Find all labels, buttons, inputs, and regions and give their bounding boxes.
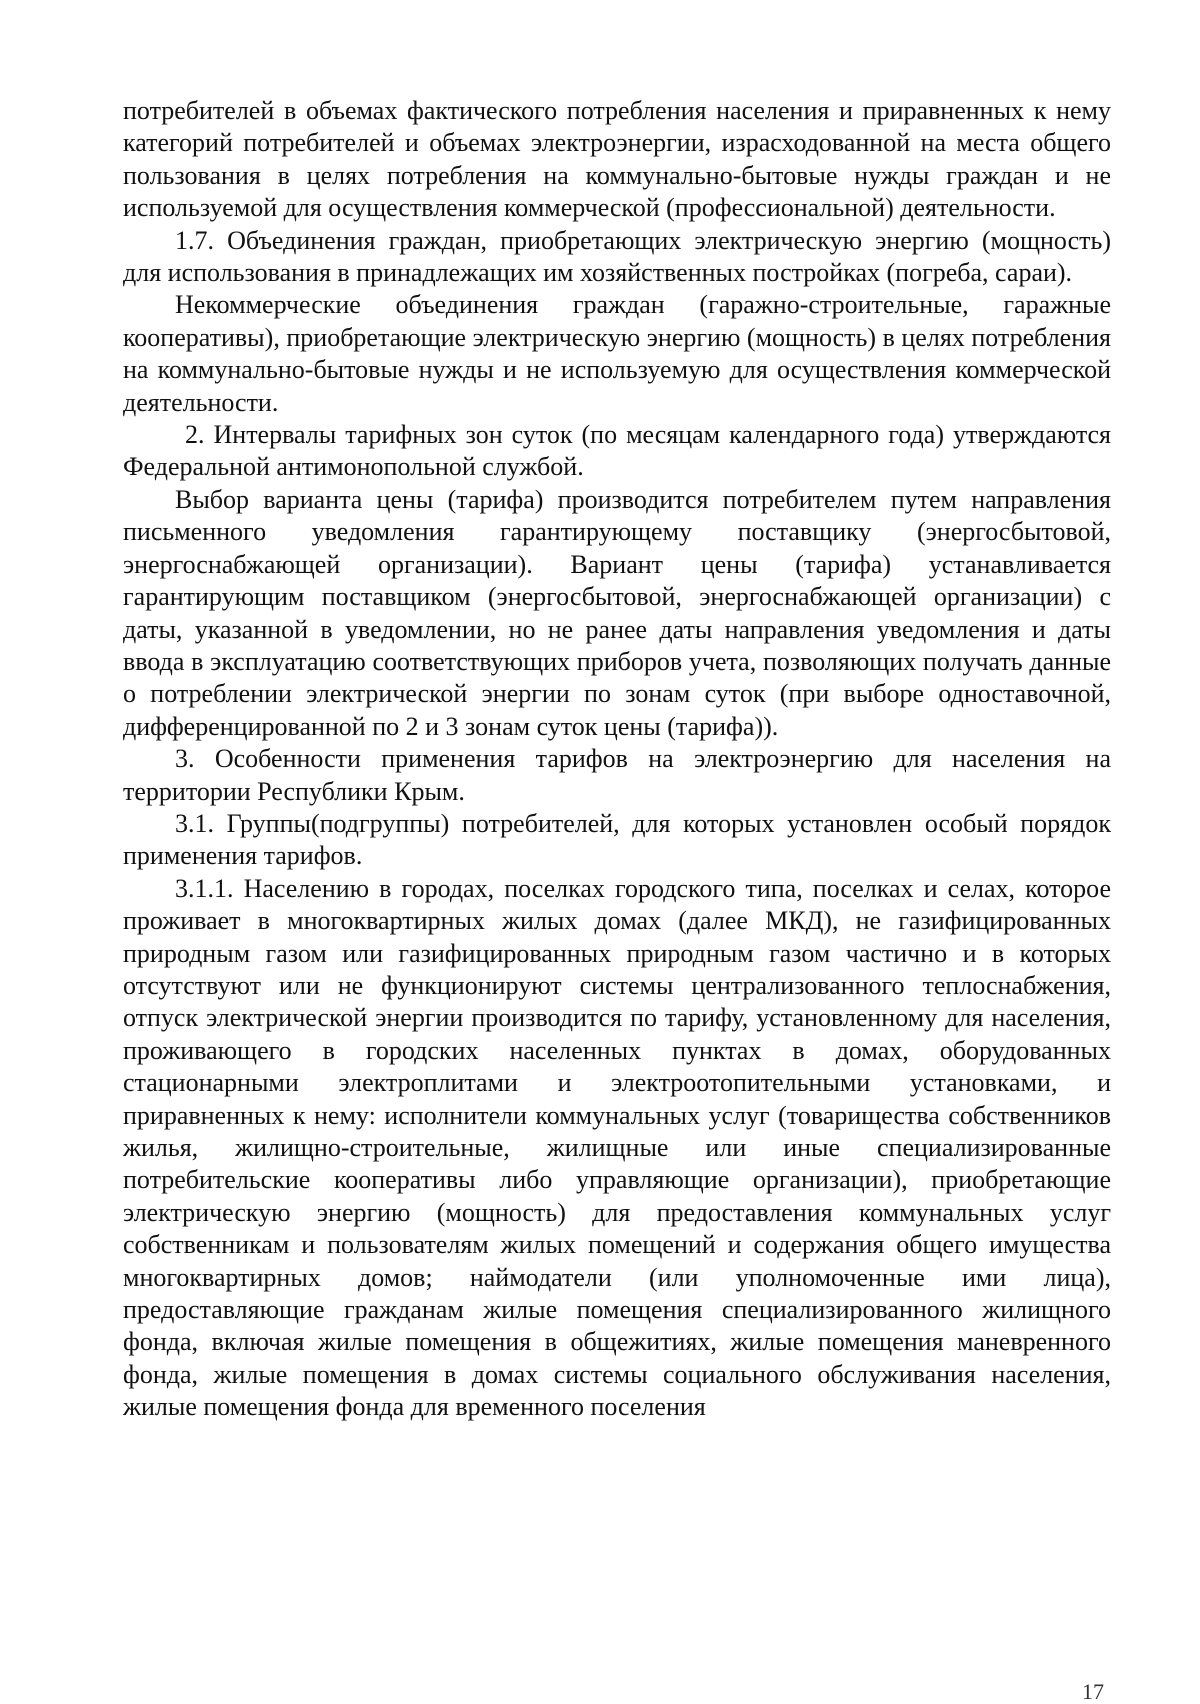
paragraph-1-7: 1.7. Объединения граждан, приобретающих электрическую энергию (мощность) для использования в принадлежащих им хозяйственных постройках (погреба, сараи). xyxy=(123,225,1111,288)
paragraph-noncommercial-associations: Некоммерческие объединения граждан (гаражно-строительные, гаражные кооперативы), приобретающие электрическую энергию (мощность) в целях потребления на коммунально-бытовые нужды и не используемую для осуществления коммерческой деятельности. xyxy=(123,290,1111,417)
paragraph-3-1-groups: 3.1. Группы(подгруппы) потребителей, для которых установлен особый порядок применения тарифов. xyxy=(123,808,1111,871)
paragraph-3-crimea: 3. Особенности применения тарифов на электроэнергию для населения на территории Республики Крым. xyxy=(123,744,1111,806)
document-body xyxy=(123,95,1111,1424)
page-number: 17 xyxy=(1082,1679,1104,1704)
paragraph-tariff-choice: Выбор варианта цены (тарифа) производится потребителем путем направления письменного уведомления гарантирующему поставщику (энергосбытовой, энергоснабжающей организации). Вариант цены (тарифа) устанавливается гарантирующим поставщиком (энергосбытовой, энергоснабжающей организации) с даты, указанной в уведомлении, но не ранее даты направления уведомления и даты ввода в эксплуатацию соответствующих приборов учета, позволяющих получать данные о потреблении электрической энергии по зонам суток (при выборе одноставочной, дифференцированной по 2 и 3 зонам суток цены (тарифа)). xyxy=(123,484,1111,741)
paragraph-continuation: потребителей в объемах фактического потребления населения и приравненных к нему категорий потребителей и объемах электроэнергии, израсходованной на места общего пользования в целях потребления на коммунально-бытовые нужды граждан и не используемой для осуществления коммерческой (профессиональной) деятельности. xyxy=(123,96,1111,223)
page-number-fragment xyxy=(1082,1679,1152,1704)
paragraph-3-1-1-population: 3.1.1. Населению в городах, поселках городского типа, поселках и селах, которое проживает в многоквартирных жилых домах (далее МКД), не газифицированных природным газом или газифицированных природным газом частично и в которых отсутствуют или не функционируют системы централизованного теплоснабжения, отпуск электрической энергии производится по тарифу, установленному для населения, проживающего в городских населенных пунктах в домах, оборудованных стационарными электроплитами и электроотопительными установками, и приравненных к нему: исполнители коммунальных услуг (товарищества собственников жилья, жилищно-строительные, жилищные или иные специализированные потребительские кооперативы либо управляющие организации), приобретающие электрическую энергию (мощность) для предоставления коммунальных услуг собственникам и пользователям жилых помещений и содержания общего имущества многоквартирных домов; наймодатели (или уполномоченные ими лица), предоставляющие гражданам жилые помещения специализированного жилищного фонда, включая жилые помещения в общежитиях, жилые помещения маневренного фонда, жилые помещения в домах системы социального обслуживания населения, жилые помещения фонда для временного поселения xyxy=(123,873,1111,1422)
paragraph-2-tariff-intervals: 2. Интервалы тарифных зон суток (по месяцам календарного года) утверждаются Федеральной антимонопольной службой. xyxy=(123,420,1111,482)
